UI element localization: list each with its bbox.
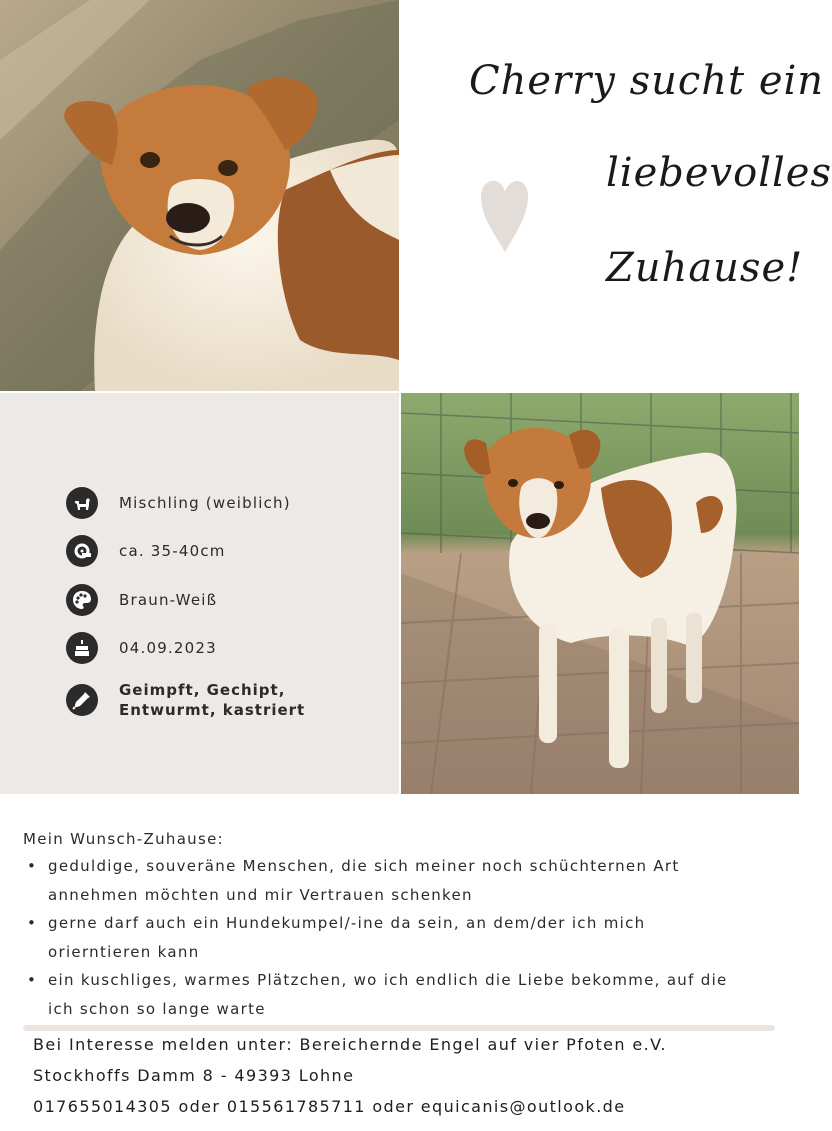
birthday-cake-icon: [66, 632, 98, 664]
wish-item-line: geduldige, souveräne Menschen, die sich meiner noch schüchternen Art: [48, 857, 680, 875]
list-item: [23, 966, 783, 1023]
measuring-tape-icon: [66, 535, 98, 567]
list-item: [23, 852, 783, 909]
headline-line-3: Zuhause!: [606, 245, 804, 291]
dog-portrait-photo: [0, 0, 399, 391]
fact-breed: [66, 487, 291, 519]
fact-color-text: Braun-Weiß: [119, 591, 218, 609]
bullet-icon: •: [27, 971, 38, 989]
fact-size-text: ca. 35-40cm: [119, 542, 226, 560]
wish-item-line: annehmen möchten und mir Vertrauen schenken: [48, 885, 473, 904]
fact-health: [66, 680, 305, 720]
wishes-heading: Mein Wunsch-Zuhause:: [23, 830, 224, 848]
heart-icon: [481, 178, 529, 252]
wish-item-line: gerne darf auch ein Hundekumpel/-ine da sein, an dem/der ich mich: [48, 914, 646, 932]
wish-item-line: ich schon so lange warte: [48, 999, 266, 1018]
title-box: [401, 0, 832, 391]
fact-birthday: [66, 632, 217, 664]
bullet-icon: •: [27, 914, 38, 932]
wish-list: [23, 852, 783, 1023]
fact-breed-text: Mischling (weiblich): [119, 494, 291, 512]
dog-standing-photo: [401, 393, 799, 794]
dog-icon: [66, 487, 98, 519]
headline-line-1: Cherry sucht ein: [469, 58, 825, 104]
wish-item-line: ein kuschliges, warmes Plätzchen, wo ich endlich die Liebe bekomme, auf die: [48, 971, 728, 989]
wish-item-line: orierntieren kann: [48, 942, 200, 961]
fact-size: [66, 535, 226, 567]
contact-address: Stockhoffs Damm 8 - 49393 Lohne: [33, 1066, 355, 1085]
contact-organisation: Bei Interesse melden unter: Bereichernde Engel auf vier Pfoten e.V.: [33, 1035, 667, 1054]
contact-section: [33, 1033, 667, 1126]
headline-line-2: liebevolles: [606, 150, 832, 196]
list-item: [23, 909, 783, 966]
bullet-icon: •: [27, 857, 38, 875]
palette-icon: [66, 584, 98, 616]
wishes-section: [23, 830, 783, 1023]
divider: [23, 1025, 775, 1031]
fact-birthday-text: 04.09.2023: [119, 639, 217, 657]
fact-color: [66, 584, 217, 616]
contact-phone-email: 017655014305 oder 015561785711 oder equicanis@outlook.de: [33, 1097, 626, 1116]
syringe-icon: [66, 684, 98, 716]
fact-health-text: Geimpft, Gechipt, Entwurmt, kastriert: [119, 681, 306, 719]
facts-panel: [0, 393, 399, 794]
